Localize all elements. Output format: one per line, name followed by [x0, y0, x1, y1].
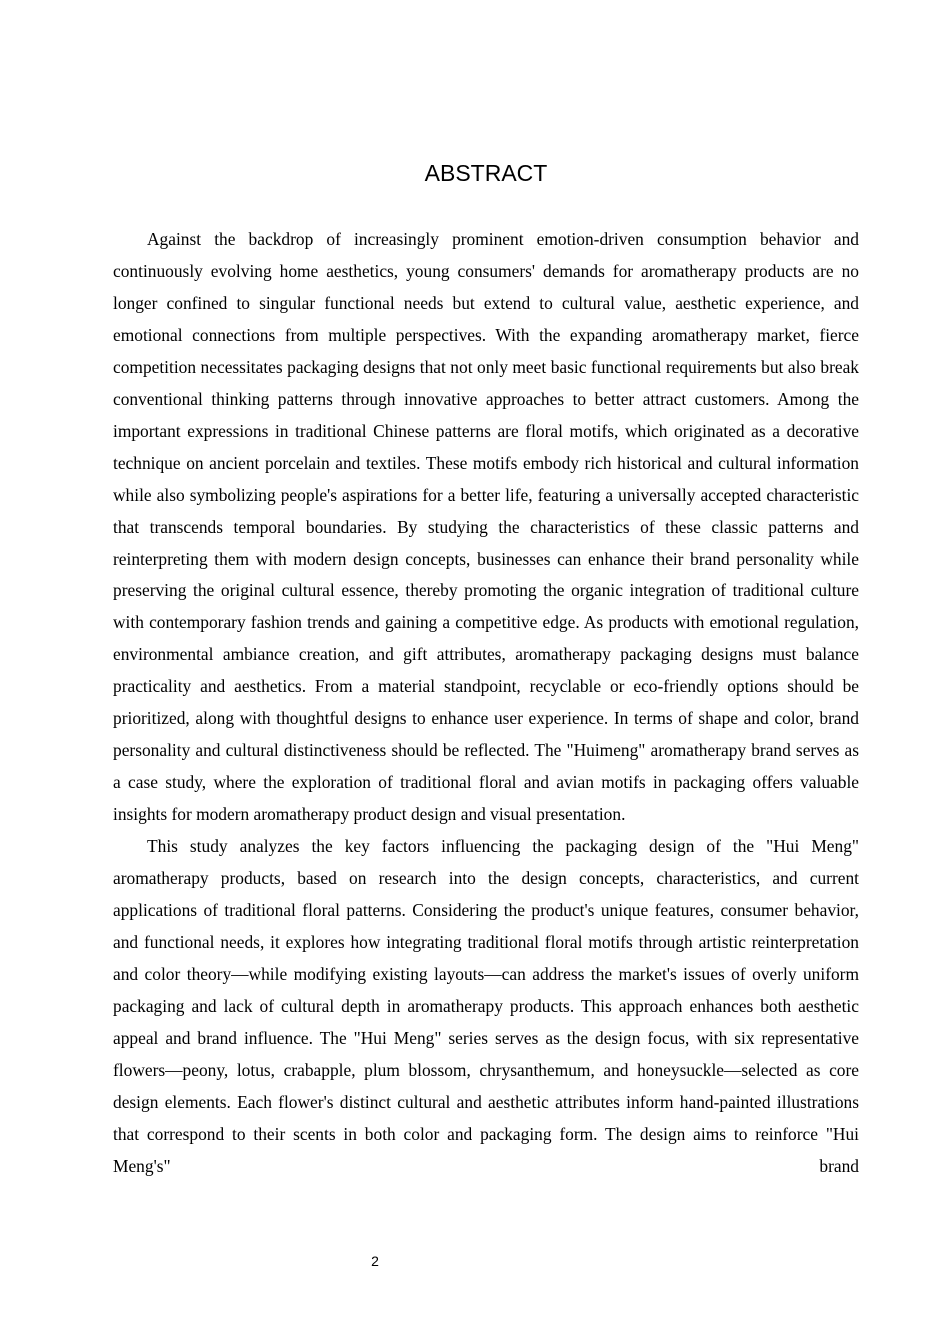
- page-number: 2: [371, 1253, 379, 1269]
- abstract-body: [113, 224, 859, 1183]
- abstract-paragraph-1: Against the backdrop of increasingly prominent emotion-driven consumption behavior and continuously evolving home aesthetics, young consumers' demands for aromatherapy products are no longer confined to singular functional needs but extend to cultural value, aesthetic experience, and emotional connections from multiple perspectives. With the expanding aromatherapy market, fierce competition necessitates packaging designs that not only meet basic functional requirements but also break conventional thinking patterns through innovative approaches to better attract customers. Among the important expressions in traditional Chinese patterns are floral motifs, which originated as a decorative technique on ancient porcelain and textiles. These motifs embody rich historical and cultural information while also symbolizing people's aspirations for a better life, featuring a universally accepted characteristic that transcends temporal boundaries. By studying the characteristics of these classic patterns and reinterpreting them with modern design concepts, businesses can enhance their brand personality while preserving the original cultural essence, thereby promoting the organic integration of traditional culture with contemporary fashion trends and gaining a competitive edge. As products with emotional regulation, environmental ambiance creation, and gift attributes, aromatherapy packaging designs must balance practicality and aesthetics. From a material standpoint, recyclable or eco-friendly options should be prioritized, along with thoughtful designs to enhance user experience. In terms of shape and color, brand personality and cultural distinctiveness should be reflected. The "Huimeng" aromatherapy brand serves as a case study, where the exploration of traditional floral and avian motifs in packaging offers valuable insights for modern aromatherapy product design and visual presentation.: [113, 229, 859, 825]
- abstract-paragraph-2: This study analyzes the key factors influencing the packaging design of the "Hui Meng" aromatherapy products, based on research into the design concepts, characteristics, and current applications of traditional floral patterns. Considering the product's unique features, consumer behavior, and functional needs, it explores how integrating traditional floral motifs through artistic reinterpretation and color theory—while modifying existing layouts—can address the market's issues of overly uniform packaging and lack of cultural depth in aromatherapy products. This approach enhances both aesthetic appeal and brand influence. The "Hui Meng" series serves as the design focus, with six representative flowers—peony, lotus, crabapple, plum blossom, chrysanthemum, and honeysuckle—selected as core design elements. Each flower's distinct cultural and aesthetic attributes inform hand-painted illustrations that correspond to their scents in both color and packaging form. The design aims to reinforce "Hui Meng's" brand: [113, 836, 859, 1176]
- abstract-heading: ABSTRACT: [424, 160, 548, 186]
